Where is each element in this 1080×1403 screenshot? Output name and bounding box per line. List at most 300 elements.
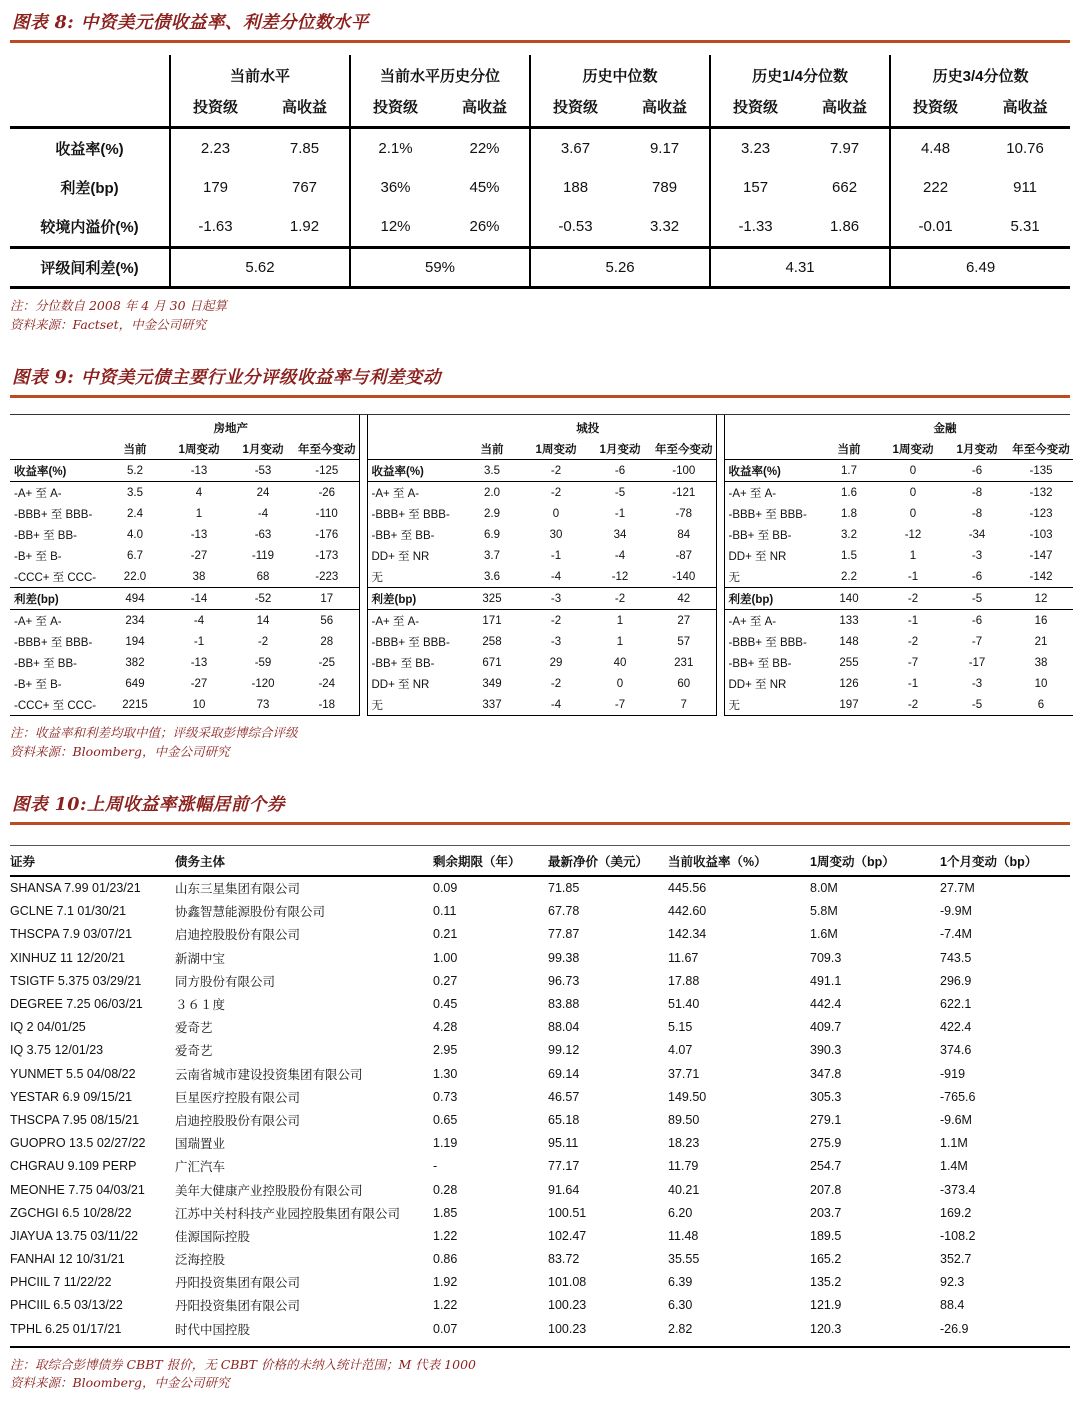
- table-row: [367, 652, 716, 673]
- security-cell: MEONHE 7.75 04/03/21: [10, 1182, 145, 1197]
- column-group-q1: 历史1/4分位数: [710, 55, 890, 91]
- subheader-ig: 投资级: [710, 91, 800, 128]
- week-change-cell: 1.6M: [810, 927, 838, 942]
- maturity-cell: 0.11: [433, 904, 457, 919]
- maturity-cell: 0.21: [433, 927, 458, 942]
- month-change-cell: -7.4M: [940, 927, 972, 942]
- row-label: 收益率(%): [55, 141, 124, 158]
- value-cell: 911: [1013, 179, 1038, 196]
- table-row: [10, 566, 359, 588]
- yield-cell: 35.55: [668, 1252, 700, 1267]
- value-cell: 255: [839, 656, 859, 669]
- value-cell: -34: [968, 528, 986, 541]
- value-cell: -27: [190, 677, 208, 690]
- corner-cell: [10, 438, 103, 460]
- row-label: -BB+ 至 BB-: [728, 657, 792, 670]
- price-cell: 101.08: [548, 1275, 587, 1290]
- figure8-source: 资料来源：Factset，中金公司研究: [10, 316, 207, 332]
- month-change-cell: 422.4: [940, 1020, 972, 1035]
- value-cell: 6: [1009, 694, 1073, 716]
- value-cell: -6: [588, 460, 652, 482]
- bond-row: [10, 1271, 1070, 1294]
- row-label: -BBB+ 至 BBB-: [728, 508, 807, 521]
- table-row: [367, 482, 716, 504]
- yield-cell: 4.07: [668, 1043, 693, 1058]
- week-change-cell: 279.1: [810, 1112, 842, 1127]
- value-cell: 2.1%: [350, 128, 440, 169]
- price-cell: 95.11: [548, 1136, 579, 1151]
- price-cell: 100.23: [548, 1298, 587, 1313]
- corner-cell: [10, 415, 103, 439]
- value-cell: 26%: [440, 207, 530, 248]
- row-label: -A+ 至 A-: [371, 615, 420, 628]
- security-cell: PHCIIL 6.5 03/13/22: [10, 1298, 123, 1313]
- issuer-cell: ３６１度: [175, 998, 226, 1013]
- issuer-cell: 新湖中宝: [175, 951, 226, 966]
- table-row: [724, 631, 1073, 652]
- value-cell: -5: [614, 486, 626, 499]
- value-cell: -1.33: [710, 207, 800, 248]
- row-label: -A+ 至 A-: [728, 615, 777, 628]
- value-cell: 2.9: [484, 507, 500, 520]
- value-cell: 22.0: [123, 570, 147, 583]
- value-cell: -2: [550, 677, 562, 690]
- week-change-cell: 135.2: [810, 1275, 842, 1290]
- col-price: 最新净价（美元）: [548, 845, 668, 876]
- value-cell: -2: [588, 588, 652, 610]
- value-cell: 789: [652, 179, 678, 196]
- table-row: [724, 694, 1073, 716]
- yield-cell: 142.34: [668, 927, 707, 942]
- value-cell: 3.5: [460, 460, 524, 482]
- yield-cell: 17.88: [668, 973, 700, 988]
- table-row: [724, 566, 1073, 588]
- value-cell: 194: [125, 635, 145, 648]
- value-cell: 133: [839, 614, 859, 627]
- value-cell: 38: [192, 570, 206, 583]
- row-label: 收益率(%): [10, 460, 103, 482]
- table-row: [367, 694, 716, 716]
- month-change-cell: -9.6M: [940, 1112, 972, 1127]
- row-label: -BB+ 至 BB-: [371, 529, 435, 542]
- table-row: [724, 545, 1073, 566]
- value-cell: -13: [190, 528, 208, 541]
- figure8-percentile-table: [10, 55, 1070, 289]
- table-row: [724, 610, 1073, 632]
- issuer-cell: 启迪控股股份有限公司: [175, 1113, 301, 1128]
- yield-cell: 18.23: [668, 1136, 700, 1151]
- value-cell: 188: [530, 168, 620, 207]
- value-cell: -26: [318, 486, 336, 499]
- value-cell: -1: [550, 549, 562, 562]
- value-cell: 126: [839, 677, 859, 690]
- column-group-q3: 历史3/4分位数: [890, 55, 1070, 91]
- figure10-title: 图表 10:上周收益率涨幅居前个券: [10, 788, 1070, 825]
- value-cell: 22%: [469, 140, 500, 157]
- security-cell: PHCIIL 7 11/22/22: [10, 1275, 112, 1290]
- table-row: [724, 503, 1073, 524]
- value-cell: 6.7: [127, 549, 143, 562]
- value-cell: -8: [971, 507, 983, 520]
- value-cell: 3.23: [710, 128, 800, 169]
- col-ytd: 年至今变动: [295, 438, 359, 460]
- value-cell: 73: [231, 694, 295, 716]
- column-group-median: 历史中位数: [530, 55, 710, 91]
- value-cell: 10: [1034, 677, 1048, 690]
- price-cell: 102.47: [548, 1228, 587, 1243]
- value-cell: 0: [909, 486, 917, 499]
- issuer-cell: 云南省城市建设投资集团有限公司: [175, 1067, 363, 1082]
- table-row: [367, 566, 716, 588]
- row-label: 收益率(%): [367, 460, 460, 482]
- corner-cell: [367, 415, 460, 439]
- bond-row: [10, 1155, 1070, 1178]
- corner-cell: [10, 91, 170, 128]
- table-row: [10, 610, 359, 632]
- maturity-cell: 1.85: [433, 1205, 458, 1220]
- issuer-cell: 泛海控股: [175, 1253, 226, 1268]
- maturity-cell: 0.45: [433, 997, 458, 1012]
- value-cell: 5.2: [103, 460, 167, 482]
- value-cell: -147: [1029, 549, 1053, 562]
- yield-cell: 40.21: [668, 1182, 700, 1197]
- col-yield: 当前收益率（%）: [668, 845, 810, 876]
- value-cell: -6: [971, 614, 983, 627]
- subheader-ig: 投资级: [170, 91, 260, 128]
- bond-row: [10, 900, 1070, 923]
- maturity-cell: 1.92: [433, 1275, 458, 1290]
- value-cell: 662: [832, 179, 858, 196]
- figure8-title: 图表 8: 中资美元债收益率、利差分位数水平: [10, 6, 1070, 43]
- value-cell: -3: [524, 588, 588, 610]
- maturity-cell: 0.07: [433, 1317, 548, 1347]
- subheader-ig: 投资级: [530, 91, 620, 128]
- bond-row: [10, 1201, 1070, 1224]
- yield-cell: 89.50: [668, 1112, 700, 1127]
- table-row: [10, 545, 359, 566]
- figure9-source: 资料来源：Bloomberg，中金公司研究: [10, 743, 230, 759]
- value-cell: 7.85: [289, 140, 320, 157]
- table-row: [10, 482, 359, 504]
- value-cell: -17: [968, 656, 986, 669]
- subheader-hy: 高收益: [620, 91, 710, 128]
- value-cell: 649: [125, 677, 145, 690]
- month-change-cell: 743.5: [940, 950, 972, 965]
- value-cell: 140: [817, 588, 881, 610]
- issuer-cell: 丹阳投资集团有限公司: [175, 1299, 301, 1314]
- table-row: [367, 610, 716, 632]
- value-cell: -1: [193, 635, 205, 648]
- row-label: DD+ 至 NR: [371, 550, 430, 563]
- col-1w: 1周变动: [167, 438, 231, 460]
- value-cell: 5.31: [980, 207, 1070, 248]
- week-change-cell: 275.9: [810, 1136, 842, 1151]
- corner-cell: [367, 438, 460, 460]
- value-cell: -24: [318, 677, 336, 690]
- week-change-cell: 254.7: [810, 1159, 842, 1174]
- row-label: 无: [728, 571, 740, 584]
- value-cell: -8: [971, 486, 983, 499]
- price-cell: 77.87: [548, 927, 580, 942]
- value-cell: -103: [1029, 528, 1053, 541]
- table-row: [10, 524, 359, 545]
- maturity-cell: 1.00: [433, 950, 458, 965]
- sector-name-row: [724, 415, 1073, 439]
- value-cell: 57: [677, 635, 691, 648]
- row-label: -B+ 至 B-: [14, 550, 62, 563]
- value-cell: -63: [254, 528, 272, 541]
- price-cell: 83.72: [548, 1252, 580, 1267]
- value-cell: -3: [971, 549, 983, 562]
- value-cell: -13: [190, 656, 208, 669]
- row-label: 利差(bp): [10, 588, 103, 610]
- month-change-cell: -373.4: [940, 1182, 976, 1197]
- value-cell: -1: [907, 570, 919, 583]
- table-row: [367, 524, 716, 545]
- price-cell: 46.57: [548, 1089, 580, 1104]
- row-label: -BBB+ 至 BBB-: [371, 508, 450, 521]
- value-cell: 337: [460, 694, 524, 716]
- value-cell: 12: [1009, 588, 1073, 610]
- sector-table-realestate: [10, 415, 360, 717]
- row-label: 利差(bp): [367, 588, 460, 610]
- value-cell: -25: [318, 656, 336, 669]
- value-cell: 7: [652, 694, 716, 716]
- row-label: -B+ 至 B-: [14, 678, 62, 691]
- col-1w: 1周变动: [881, 438, 945, 460]
- value-cell: 382: [125, 656, 145, 669]
- value-cell: 16: [1034, 614, 1048, 627]
- yield-cell: 2.82: [668, 1317, 810, 1347]
- price-cell: 100.23: [548, 1317, 668, 1347]
- value-cell: -140: [672, 570, 696, 583]
- issuer-cell: 丹阳投资集团有限公司: [175, 1276, 301, 1291]
- value-cell: 42: [652, 588, 716, 610]
- value-cell: 0: [909, 507, 917, 520]
- col-week-change: 1周变动（bp）: [810, 845, 940, 876]
- table-row: [724, 652, 1073, 673]
- value-cell: -173: [315, 549, 339, 562]
- price-cell: 91.64: [548, 1182, 580, 1197]
- bond-row: [10, 923, 1070, 946]
- value-cell: 3.6: [484, 570, 500, 583]
- value-cell: -13: [167, 460, 231, 482]
- value-cell: -100: [652, 460, 716, 482]
- maturity-cell: 1.19: [433, 1136, 458, 1151]
- value-cell: -5: [945, 694, 1009, 716]
- value-cell: 0: [616, 677, 624, 690]
- maturity-cell: 0.28: [433, 1182, 458, 1197]
- issuer-cell: 美年大健康产业控股股份有限公司: [175, 1183, 363, 1198]
- value-cell: 27: [677, 614, 691, 627]
- value-cell: -5: [945, 588, 1009, 610]
- value-cell: -123: [1029, 507, 1053, 520]
- sector-name: 城投: [576, 422, 600, 435]
- subheader-hy: 高收益: [440, 91, 530, 128]
- row-label: -BB+ 至 BB-: [14, 657, 77, 670]
- security-cell: IQ 2 04/01/25: [10, 1020, 86, 1035]
- month-change-cell: -765.6: [940, 1089, 976, 1104]
- maturity-cell: -: [433, 1159, 438, 1174]
- price-cell: 83.88: [548, 997, 580, 1012]
- row-label: 评级间利差(%): [10, 248, 170, 288]
- yield-cell: 51.40: [668, 997, 700, 1012]
- subheader-ig: 投资级: [890, 91, 980, 128]
- bond-table-header-row: [10, 845, 1070, 876]
- figure9-title: 图表 9: 中资美元债主要行业分评级收益率与利差变动: [10, 361, 1070, 398]
- value-cell: -1: [614, 507, 626, 520]
- bond-row: [10, 1062, 1070, 1085]
- value-cell: 222: [890, 168, 980, 207]
- table-row: [724, 588, 1073, 610]
- month-change-cell: 352.7: [940, 1252, 972, 1267]
- col-security: 证券: [10, 845, 175, 876]
- value-cell: -14: [167, 588, 231, 610]
- security-cell: ZGCHGI 6.5 10/28/22: [10, 1205, 132, 1220]
- maturity-cell: 2.95: [433, 1043, 458, 1058]
- value-cell: 24: [256, 486, 270, 499]
- table-row: [367, 673, 716, 694]
- table-row: [10, 694, 359, 716]
- value-cell: 12%: [350, 207, 440, 248]
- value-cell: -2: [907, 635, 919, 648]
- week-change-cell: 120.3: [810, 1317, 940, 1347]
- value-cell: -2: [881, 694, 945, 716]
- value-cell: -2: [524, 460, 588, 482]
- table-row: [10, 588, 359, 610]
- row-label: 利差(bp): [724, 588, 817, 610]
- security-cell: THSCPA 7.9 03/07/21: [10, 927, 133, 942]
- col-current: 当前: [460, 438, 524, 460]
- table-row: [10, 503, 359, 524]
- value-cell: 21: [1034, 635, 1048, 648]
- issuer-cell: 广汇汽车: [175, 1160, 226, 1175]
- yield-cell: 11.48: [668, 1228, 699, 1243]
- value-cell: -7: [971, 635, 983, 648]
- value-cell: -12: [611, 570, 629, 583]
- value-cell: -3: [550, 635, 562, 648]
- yield-cell: 6.20: [668, 1205, 693, 1220]
- maturity-cell: 0.09: [433, 881, 458, 896]
- security-cell: TPHL 6.25 01/17/21: [10, 1317, 175, 1347]
- bond-row: [10, 1178, 1070, 1201]
- table-row: [10, 631, 359, 652]
- month-change-cell: -9.9M: [940, 904, 972, 919]
- value-cell: 59%: [350, 248, 530, 288]
- value-cell: 29: [549, 656, 563, 669]
- sector-header-row: [367, 438, 716, 460]
- sector-header-row: [10, 438, 359, 460]
- col-1w: 1周变动: [524, 438, 588, 460]
- issuer-cell: 巨星医疗控股有限公司: [175, 1090, 301, 1105]
- value-cell: 3.2: [841, 528, 857, 541]
- security-cell: GCLNE 7.1 01/30/21: [10, 904, 127, 919]
- value-cell: 17: [295, 588, 359, 610]
- issuer-cell: 时代中国控股: [175, 1317, 433, 1347]
- value-cell: -0.01: [890, 207, 980, 248]
- bond-row: [10, 1108, 1070, 1131]
- price-cell: 67.78: [548, 904, 580, 919]
- security-cell: THSCPA 7.95 08/15/21: [10, 1112, 140, 1127]
- value-cell: -1: [907, 677, 919, 690]
- bond-row: [10, 946, 1070, 969]
- bond-row: [10, 1317, 1070, 1347]
- col-current: 当前: [103, 438, 167, 460]
- table-row: [10, 128, 1070, 169]
- row-label: -CCC+ 至 CCC-: [10, 694, 103, 716]
- month-change-cell: 374.6: [940, 1043, 972, 1058]
- week-change-cell: 121.9: [810, 1298, 842, 1313]
- value-cell: -59: [254, 656, 272, 669]
- value-cell: -52: [231, 588, 295, 610]
- sector-name: 房地产: [213, 422, 248, 435]
- maturity-cell: 0.27: [433, 973, 458, 988]
- yield-cell: 149.50: [668, 1089, 707, 1104]
- row-label: 无: [724, 694, 817, 716]
- week-change-cell: 189.5: [810, 1228, 842, 1243]
- table-row: [367, 503, 716, 524]
- row-label: -BB+ 至 BB-: [728, 529, 792, 542]
- row-label: DD+ 至 NR: [728, 678, 787, 691]
- month-change-cell: 296.9: [940, 973, 972, 988]
- row-label: -BB+ 至 BB-: [371, 657, 435, 670]
- value-cell: -121: [672, 486, 696, 499]
- yield-cell: 5.15: [668, 1020, 693, 1035]
- maturity-cell: 0.73: [433, 1089, 458, 1104]
- value-cell: 2.0: [484, 486, 500, 499]
- security-cell: YESTAR 6.9 09/15/21: [10, 1089, 133, 1104]
- row-label: -BBB+ 至 BBB-: [14, 636, 93, 649]
- value-cell: 3.67: [530, 128, 620, 169]
- value-cell: 1.8: [841, 507, 857, 520]
- table-group-header-row: [10, 55, 1070, 91]
- month-change-cell: 1.1M: [940, 1136, 968, 1151]
- col-month-change: 1个月变动（bp）: [940, 845, 1070, 876]
- table-subheader-row: [10, 91, 1070, 128]
- value-cell: 148: [839, 635, 859, 648]
- table-row: [724, 673, 1073, 694]
- security-cell: SHANSA 7.99 01/23/21: [10, 881, 141, 896]
- value-cell: 1: [616, 635, 624, 648]
- value-cell: 1: [195, 507, 203, 520]
- value-cell: 231: [674, 656, 694, 669]
- value-cell: -120: [251, 677, 275, 690]
- maturity-cell: 0.65: [433, 1112, 458, 1127]
- value-cell: 4.48: [890, 128, 980, 169]
- col-maturity: 剩余期限（年）: [433, 845, 548, 876]
- value-cell: -4: [550, 570, 562, 583]
- row-label: 较境内溢价(%): [10, 207, 170, 248]
- value-cell: -78: [675, 507, 693, 520]
- value-cell: -223: [315, 570, 339, 583]
- value-cell: 325: [460, 588, 524, 610]
- corner-cell: [10, 55, 170, 91]
- row-label: -A+ 至 A-: [371, 487, 420, 500]
- value-cell: -119: [251, 549, 275, 562]
- row-label: -BB+ 至 BB-: [14, 529, 77, 542]
- value-cell: -7: [907, 656, 919, 669]
- value-cell: -2: [550, 486, 562, 499]
- value-cell: 234: [125, 614, 145, 627]
- value-cell: 2.23: [170, 128, 260, 169]
- figure9-notes: [10, 724, 1070, 762]
- security-cell: CHGRAU 9.109 PERP: [10, 1159, 137, 1174]
- subheader-hy: 高收益: [260, 91, 350, 128]
- value-cell: -1: [907, 614, 919, 627]
- value-cell: -6: [945, 460, 1009, 482]
- week-change-cell: 305.3: [810, 1089, 842, 1104]
- issuer-cell: 爱奇艺: [175, 1044, 213, 1059]
